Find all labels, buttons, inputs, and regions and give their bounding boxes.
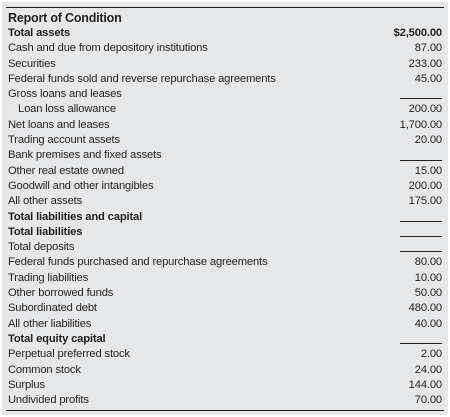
report-row [8, 148, 442, 163]
row-value: $2,500.00 [393, 27, 442, 39]
report-row [8, 317, 442, 332]
row-label: Goodwill and other intangibles [8, 179, 154, 192]
row-value: 2.00 [420, 348, 442, 361]
row-value: 87.00 [414, 42, 442, 55]
report-row [8, 255, 442, 270]
report-row [8, 347, 442, 362]
blank-value-line [400, 236, 442, 237]
top-rule [6, 7, 444, 8]
report-row [8, 87, 442, 102]
blank-value-line [400, 160, 442, 161]
blank-value-line [400, 98, 442, 99]
row-label: Total equity capital [8, 332, 106, 345]
report-row [8, 363, 442, 378]
report-row [8, 179, 442, 194]
row-label: Bank premises and fixed assets [8, 149, 162, 162]
report-row [8, 378, 442, 393]
row-label: Total liabilities and capital [8, 210, 143, 223]
row-value: 20.00 [414, 134, 442, 147]
row-label: Trading liabilities [8, 271, 89, 284]
report-row [8, 26, 442, 41]
row-value: 50.00 [414, 287, 442, 300]
row-value: 45.00 [414, 72, 442, 85]
row-label: Total assets [8, 27, 71, 39]
row-value: 175.00 [408, 195, 442, 208]
row-value: 200.00 [408, 103, 442, 116]
report-rows [8, 26, 442, 408]
report-row [8, 133, 442, 148]
report-row [8, 164, 442, 179]
row-label: All other assets [8, 195, 83, 208]
report-row [8, 41, 442, 56]
report-row [8, 118, 442, 133]
report-row [8, 286, 442, 301]
row-value: 70.00 [414, 394, 442, 407]
row-value: 480.00 [408, 302, 442, 315]
report-title: Report of Condition [8, 11, 122, 25]
row-label: Trading account assets [8, 134, 120, 147]
row-label: Cash and due from depository institutions [8, 42, 208, 55]
report-row [8, 57, 442, 72]
report-row [8, 194, 442, 209]
row-value: 80.00 [414, 256, 442, 269]
row-label: Common stock [8, 363, 81, 376]
row-value: 10.00 [414, 271, 442, 284]
report-row [8, 225, 442, 240]
row-label: Securities [8, 57, 56, 70]
report-row [8, 72, 442, 87]
blank-value-line [400, 343, 442, 344]
blank-value-line [400, 221, 442, 222]
row-value: 1,700.00 [399, 118, 442, 131]
report-row [8, 102, 442, 117]
report-row [8, 332, 442, 347]
row-label: Subordinated debt [8, 302, 97, 315]
report-row [8, 301, 442, 316]
row-label: Surplus [8, 378, 45, 391]
row-label: Perpetual preferred stock [8, 348, 130, 361]
report-panel [2, 2, 448, 415]
row-label: All other liabilities [8, 317, 92, 330]
row-label: Gross loans and leases [8, 88, 122, 101]
row-value: 40.00 [414, 317, 442, 330]
row-label: Federal funds purchased and repurchase agreements [8, 256, 268, 269]
row-label: Loan loss allowance [18, 103, 116, 116]
bottom-rule [6, 410, 444, 411]
report-row [8, 210, 442, 225]
row-value: 24.00 [414, 363, 442, 376]
row-label: Federal funds sold and reverse repurchase agreements [8, 72, 276, 85]
row-label: Net loans and leases [8, 118, 110, 131]
row-value: 144.00 [408, 378, 442, 391]
report-row [8, 240, 442, 255]
report-row [8, 271, 442, 286]
row-value: 200.00 [408, 179, 442, 192]
report-row [8, 393, 442, 408]
row-value: 233.00 [408, 57, 442, 70]
blank-value-line [400, 251, 442, 252]
row-value: 15.00 [414, 164, 442, 177]
row-label: Other borrowed funds [8, 287, 114, 300]
row-label: Other real estate owned [8, 164, 124, 177]
row-label: Total liabilities [8, 225, 83, 238]
row-label: Undivided profits [8, 394, 89, 407]
row-label: Total deposits [8, 241, 75, 254]
